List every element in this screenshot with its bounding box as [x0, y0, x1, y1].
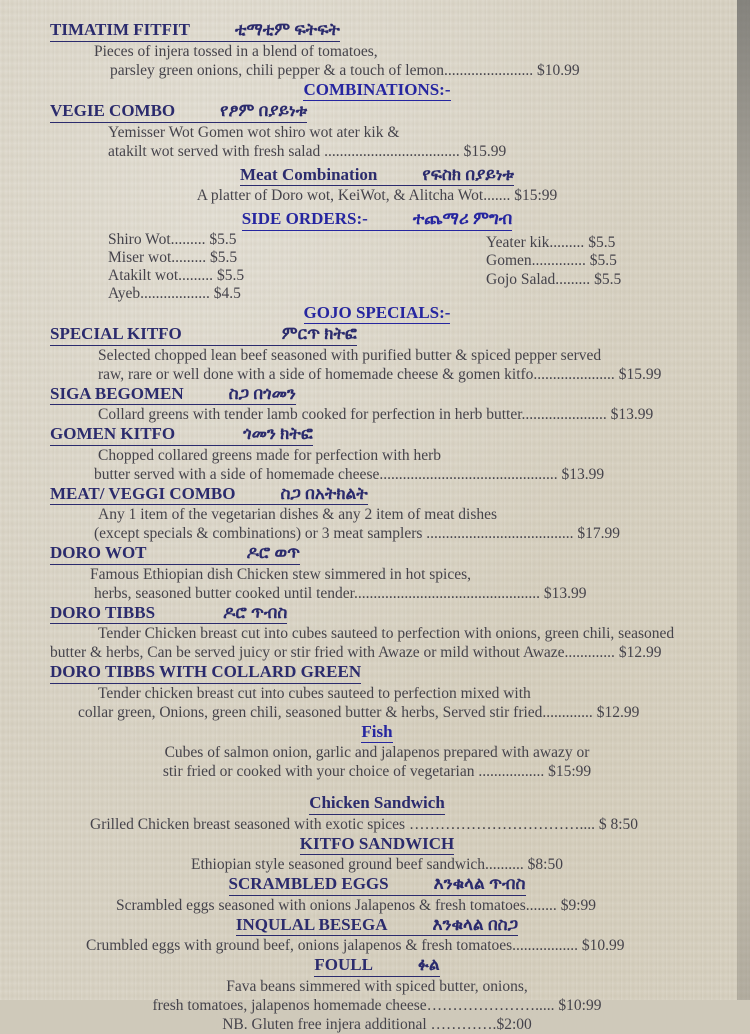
item-description: Tender Chicken breast cut into cubes sauteed to perfection with onions, green chili, seasoned	[98, 625, 675, 642]
item-price: $13.99	[543, 584, 587, 602]
item-heading	[50, 793, 704, 815]
menu-item-fish	[50, 722, 704, 782]
menu-item-timatim-fitfit	[50, 20, 704, 80]
item-name: FOULL	[314, 955, 373, 974]
item-description: atakilt wot served with fresh salad ................................... $15.99	[108, 142, 507, 160]
section-heading-combinations: COMBINATIONS:-	[50, 80, 704, 102]
side-orders-list	[50, 231, 704, 303]
item-name: DORO TIBBS	[50, 602, 156, 622]
item-price: $ 8:50	[598, 815, 639, 833]
item-heading	[50, 165, 704, 187]
side-order-row: Miser wot......... $5.5	[108, 248, 238, 266]
item-heading	[50, 424, 704, 446]
item-description: raw, rare or well done with a side of homemade cheese & gomen kitfo..................... $15.99	[98, 365, 662, 383]
item-name-amharic: ዶሮ ጥብስ	[223, 602, 288, 622]
item-description: Collard greens with tender lamb cooked for perfection in herb butter...................... $13.99	[98, 406, 654, 423]
item-description: butter served with a side of homemade cheese.............................................. $13.99	[94, 465, 605, 483]
menu-item-special-kitfo	[50, 324, 704, 384]
side-order-row: Gojo Salad......... $5.5	[486, 270, 622, 288]
item-description: stir fried or cooked with your choice of vegetarian ................. $15:99	[162, 763, 592, 780]
menu-item-doro-tibbs	[50, 603, 704, 663]
item-name-amharic: ምርጥ ክትፎ	[281, 324, 357, 343]
item-name: Fish	[361, 721, 393, 741]
item-description: A platter of Doro wot, KeiWot, & Alitcha Wot....... $15:99	[196, 187, 558, 204]
item-description: fresh tomatoes, jalapenos homemade cheese…………………..... $10:99	[152, 996, 602, 1014]
item-description: (except specials & combinations) or 3 meat samplers ...................................... $17.99	[94, 525, 621, 542]
item-heading	[50, 484, 704, 506]
item-price: $9:99	[560, 896, 596, 914]
item-name-amharic: ዶሮ ወጥ	[246, 543, 301, 562]
gluten-free-note: NB. Gluten free injera additional ………….$2:00	[222, 1015, 532, 1033]
item-price: $10.99	[537, 61, 580, 79]
item-heading	[50, 603, 704, 625]
menu-item-meat-combination	[50, 165, 704, 206]
section-heading-amharic: ተጨማሪ ምግብ	[412, 209, 513, 228]
side-order-row: Ayeb.................. $4.5	[108, 284, 241, 302]
side-order-row: Shiro Wot......... $5.5	[108, 230, 237, 248]
item-heading	[50, 101, 704, 123]
item-name: Chicken Sandwich	[309, 793, 445, 812]
item-name-amharic: እንቁላል ጥብስ	[433, 874, 526, 893]
menu-item-vegie-combo	[50, 101, 704, 161]
item-price: $12.99	[596, 703, 640, 721]
item-description: Fava beans simmered with spiced butter, onions,	[226, 977, 528, 995]
item-price: $5.5	[210, 248, 238, 266]
menu-item-scrambled-eggs	[50, 874, 704, 915]
item-name: TIMATIM FITFIT	[50, 20, 190, 39]
item-description: Selected chopped lean beef seasoned with purified butter & spiced pepper served	[98, 346, 602, 364]
item-description: Grilled Chicken breast seasoned with exotic spices …………………………….... $ 8:50	[90, 815, 639, 833]
item-price: $15.99	[618, 365, 662, 383]
item-heading	[50, 915, 704, 937]
menu-content	[0, 20, 750, 1034]
item-description: Any 1 item of the vegetarian dishes & any 2 item of meat dishes	[98, 506, 498, 523]
note-price: $2:00	[496, 1015, 532, 1033]
item-price: $15:99	[548, 763, 592, 780]
menu-item-chicken-sandwich	[50, 793, 704, 834]
item-description: Ethiopian style seasoned ground beef sandwich.......... $8:50	[191, 856, 563, 873]
item-price: $5.5	[589, 252, 617, 269]
item-name: SIGA BEGOMEN	[50, 383, 184, 403]
item-price: $5.5	[588, 233, 616, 251]
item-price: $13.99	[561, 465, 605, 483]
item-heading	[50, 20, 704, 42]
item-heading	[50, 662, 704, 684]
item-name: MEAT/ VEGGI COMBO	[50, 483, 236, 503]
side-order-row: Yeater kik......... $5.5	[486, 233, 616, 251]
item-price: $5.5	[594, 270, 622, 288]
item-description: Scrambled eggs seasoned with onions Jalapenos & fresh tomatoes........ $9:99	[116, 896, 596, 914]
item-name: SCRAMBLED EGGS	[228, 874, 389, 893]
item-heading	[50, 955, 704, 977]
item-price: $13.99	[610, 406, 654, 423]
item-description: herbs, seasoned butter cooked until tender................................................ $13.99	[94, 584, 587, 602]
item-description: Yemisser Wot Gomen wot shiro wot ater kik &	[108, 123, 400, 141]
item-price: $12.99	[618, 644, 662, 661]
item-price: $5.5	[216, 266, 245, 284]
item-name-amharic: ፉል	[417, 955, 440, 974]
item-name: KITFO SANDWICH	[299, 833, 455, 853]
menu-item-kitfo-sandwich	[50, 834, 704, 875]
item-price: $10:99	[558, 996, 602, 1014]
item-description: Crumbled eggs with ground beef, onions jalapenos & fresh tomatoes................. $10.99	[86, 937, 625, 954]
side-orders-left-column	[108, 231, 438, 303]
item-name-amharic: የፆም በያይነቱ	[220, 101, 308, 120]
menu-item-foull	[50, 955, 704, 1015]
item-name: VEGIE COMBO	[50, 101, 176, 120]
item-description: Tender chicken breast cut into cubes sauteed to perfection mixed with	[98, 684, 531, 702]
item-price: $17.99	[577, 525, 621, 542]
item-price: $10.99	[581, 937, 625, 954]
item-heading	[50, 722, 704, 744]
section-heading-gojo-specials: GOJO SPECIALS:-	[50, 303, 704, 325]
item-heading	[50, 324, 704, 346]
item-name: DORO WOT	[50, 543, 147, 562]
item-description: Cubes of salmon onion, garlic and jalapenos prepared with awazy or	[164, 744, 590, 761]
item-price: $4.5	[213, 284, 241, 302]
item-price: $15.99	[463, 142, 507, 160]
item-price: $8:50	[527, 856, 563, 873]
item-name-amharic: ቲማቲም ፍትፍት	[234, 20, 340, 39]
item-name-amharic: የፍስክ በያይነቱ	[422, 164, 515, 184]
item-description: collar green, Onions, green chili, seasoned butter & herbs, Served stir fried............. $12.99	[78, 703, 640, 721]
section-side-orders	[50, 209, 704, 303]
item-description: butter & herbs, Can be served juicy or stir fried with Awaze or mild without Awaze............. $12.99	[50, 644, 662, 661]
item-name: INQULAL BESEGA	[235, 914, 388, 934]
menu-item-siga-begomen	[50, 384, 704, 425]
item-name: GOMEN KITFO	[50, 424, 176, 443]
item-name: SPECIAL KITFO	[50, 324, 182, 343]
menu-item-inqulal-besega	[50, 915, 704, 956]
item-description: Chopped collared greens made for perfection with herb	[98, 446, 442, 464]
item-heading	[50, 874, 704, 896]
item-price: $5.5	[209, 230, 237, 248]
item-name: DORO TIBBS WITH COLLARD GREEN	[50, 662, 362, 681]
item-name-amharic: ስጋ በአትክልት	[280, 483, 368, 503]
menu-item-doro-tibbs-collard	[50, 662, 704, 722]
item-name-amharic: ስጋ በጎመን	[228, 383, 296, 403]
photo-edge-shadow	[737, 0, 750, 1000]
menu-item-doro-wot	[50, 543, 704, 603]
item-price: $15:99	[514, 187, 558, 204]
item-heading	[50, 543, 704, 565]
section-heading-side-orders: SIDE ORDERS:- ተጨማሪ ምግብ	[50, 209, 704, 231]
item-description: parsley green onions, chili pepper & a touch of lemon....................... $10.99	[110, 61, 580, 79]
item-name: Meat Combination	[239, 164, 378, 184]
menu-item-gomen-kitfo	[50, 424, 704, 484]
side-order-row: Atakilt wot......... $5.5	[108, 266, 245, 284]
item-heading	[50, 834, 704, 856]
item-description: Pieces of injera tossed in a blend of tomatoes,	[94, 42, 378, 60]
side-order-row: Gomen.............. $5.5	[486, 252, 617, 269]
side-orders-right-column	[486, 231, 621, 303]
item-heading	[50, 384, 704, 406]
item-name-amharic: ጎመን ክትፎ	[243, 424, 313, 443]
item-name-amharic: እንቁላል በስጋ	[432, 914, 519, 934]
item-description: Famous Ethiopian dish Chicken stew simmered in hot spices,	[90, 565, 471, 583]
menu-item-meat-veggi-combo	[50, 484, 704, 544]
